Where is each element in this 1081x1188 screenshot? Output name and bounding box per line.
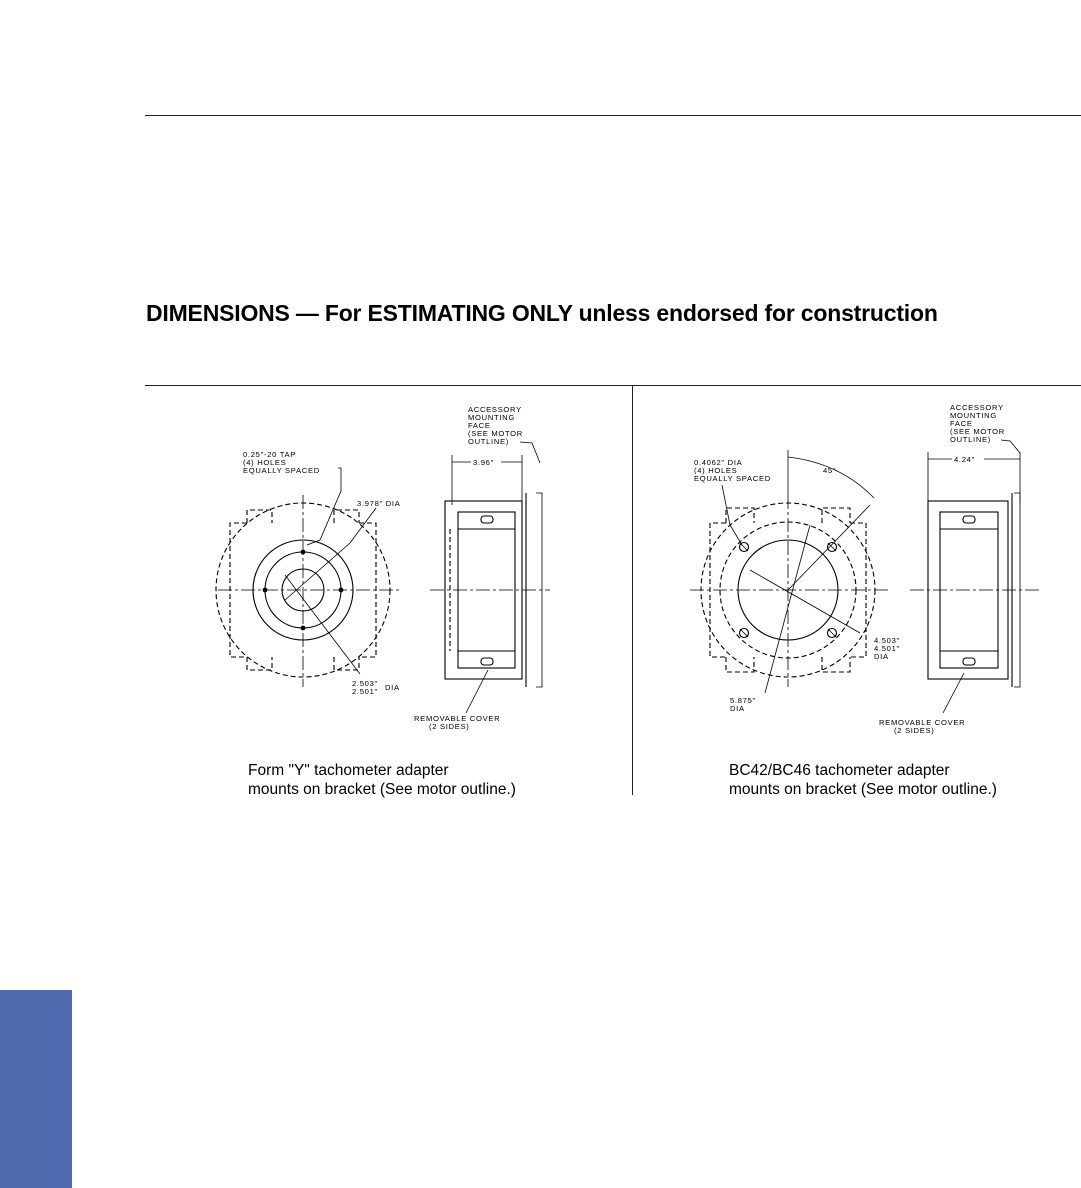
holes-leader: [722, 485, 742, 545]
tap-hole-left: [263, 588, 268, 593]
accessory-label-line-5: OUTLINE): [950, 435, 992, 444]
tap-leader: [307, 468, 341, 545]
tap-label-line-3: EQUALLY SPACED: [243, 466, 320, 475]
holes-label-line-2: (4) HOLES: [694, 466, 738, 475]
holes-label-line-1: 0.4062" DIA: [694, 458, 743, 467]
left-caption-line-1: Form "Y" tachometer adapter: [248, 762, 449, 779]
tap-label-line-2: (4) HOLES: [243, 458, 287, 467]
inner-dia-line-1: 4.503": [874, 636, 900, 645]
accessory-label-line-3: FACE: [468, 421, 491, 430]
length-label: 4.24": [954, 455, 975, 464]
holes-label-line-3: EQUALLY SPACED: [694, 474, 771, 483]
bc42-adapter-drawing: [660, 395, 1081, 740]
angle-label: 45°: [823, 466, 837, 475]
tap-label-line-1: 0.25"-20 TAP: [243, 450, 297, 459]
left-caption: [248, 761, 516, 799]
right-caption-line-2: mounts on bracket (See motor outline.): [729, 781, 997, 798]
outer-dia-label: 3.978" DIA: [357, 499, 401, 508]
accessory-leader: [1001, 440, 1020, 453]
accessory-label-line-4: (SEE MOTOR: [950, 427, 1005, 436]
accessory-label-line-1: ACCESSORY: [950, 403, 1004, 412]
length-label: 3.96": [473, 458, 494, 467]
left-caption-line-2: mounts on bracket (See motor outline.): [248, 781, 516, 798]
cover-screw-top: [481, 516, 493, 523]
angle-arc: [788, 457, 874, 498]
inner-dia-line-2: 4.501": [874, 644, 900, 653]
right-caption-line-1: BC42/BC46 tachometer adapter: [729, 762, 950, 779]
inner-dia-line-3: DIA: [874, 652, 889, 661]
page-heading: DIMENSIONS — For ESTIMATING ONLY unless endorsed for construction: [146, 300, 938, 326]
form-y-adapter-drawing: [200, 395, 620, 735]
top-rule: [145, 115, 1081, 116]
accessory-leader: [520, 442, 540, 463]
outer-dia-line-1: 5.875": [730, 696, 756, 705]
cover-label-line-2: (2 SIDES): [429, 722, 470, 731]
inner-dia-upper: 2.503": [352, 679, 378, 688]
cover-label-line-1: REMOVABLE COVER: [414, 714, 501, 723]
section-rule: [145, 385, 1081, 386]
accessory-label-line-2: MOUNTING: [468, 413, 515, 422]
tap-hole-bottom: [301, 626, 306, 631]
inner-dia-lower: 2.501": [352, 687, 378, 696]
section-tab: [0, 990, 72, 1188]
inner-dia-suffix: DIA: [385, 683, 400, 692]
notch-top-right: [822, 508, 850, 523]
outer-dia-leader: [765, 525, 810, 693]
column-divider: [632, 386, 633, 795]
tap-hole-right: [339, 588, 344, 593]
inner-dia-leader: [750, 570, 860, 633]
angle-ext-diagonal: [788, 505, 870, 590]
outer-dia-line-2: DIA: [730, 704, 745, 713]
tap-hole-top: [301, 550, 306, 555]
notch-top-left: [726, 508, 754, 523]
cover-label-line-1: REMOVABLE COVER: [879, 718, 966, 727]
right-caption: [729, 761, 997, 799]
cover-screw-top: [963, 516, 975, 523]
cover-label-line-2: (2 SIDES): [894, 726, 935, 735]
outer-dia-leader: [285, 508, 376, 600]
accessory-label-line-4: (SEE MOTOR: [468, 429, 523, 438]
cover-screw-bottom: [481, 658, 493, 665]
accessory-label-line-1: ACCESSORY: [468, 405, 522, 414]
notch-bottom-right: [822, 657, 850, 672]
cover-screw-bottom: [963, 658, 975, 665]
accessory-label-line-2: MOUNTING: [950, 411, 997, 420]
cover-leader: [466, 670, 488, 713]
notch-bottom-left: [726, 657, 754, 672]
accessory-label-line-3: FACE: [950, 419, 973, 428]
accessory-label-line-5: OUTLINE): [468, 437, 510, 446]
